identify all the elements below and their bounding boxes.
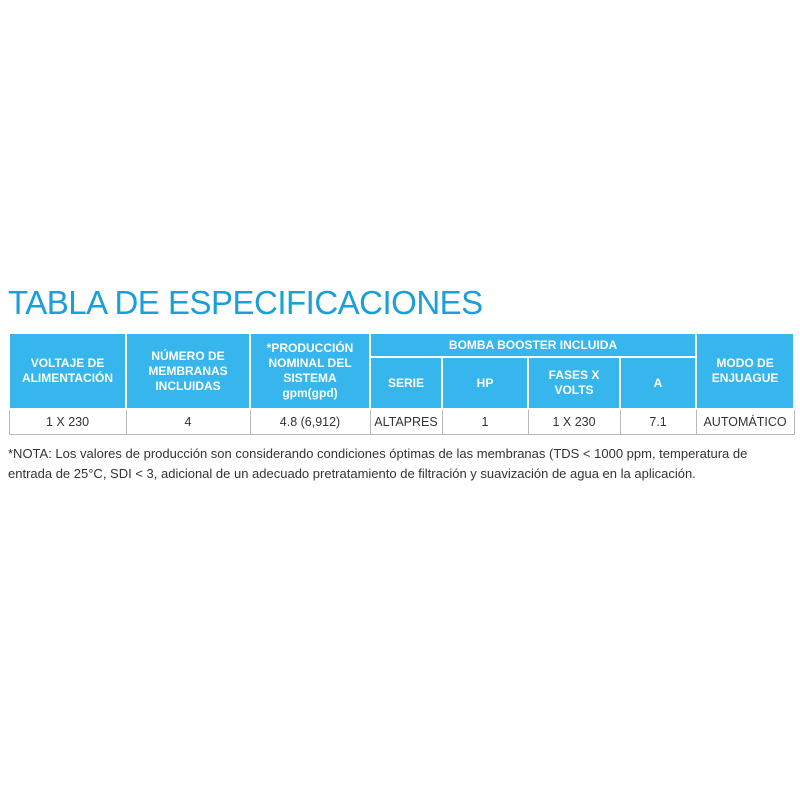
- header-serie: SERIE: [370, 357, 442, 409]
- cell-fases: 1 X 230: [528, 409, 620, 435]
- header-membranas: NÚMERO DE MEMBRANAS INCLUIDAS: [126, 333, 250, 409]
- cell-membranas: 4: [126, 409, 250, 435]
- header-bomba-group: BOMBA BOOSTER INCLUIDA: [370, 333, 696, 357]
- cell-produccion: 4.8 (6,912): [250, 409, 370, 435]
- footnote: *NOTA: Los valores de producción son considerando condiciones óptimas de las membranas (TDS < 1000 ppm, temperatura de entrada de 25°C, SDI < 3, adicional de un adecuado pretratamiento de filtración y suavización de agua en la aplicación.: [8, 446, 748, 481]
- cell-serie: ALTAPRES: [370, 409, 442, 435]
- header-fases: FASES X VOLTS: [528, 357, 620, 409]
- specifications-table: [8, 332, 795, 435]
- header-voltaje: VOLTAJE DE ALIMENTACIÓN: [9, 333, 126, 409]
- cell-amperes: 7.1: [620, 409, 696, 435]
- header-produccion-label: *PRODUCCIÓN NOMINAL DEL SISTEMA: [266, 341, 354, 385]
- header-produccion-units: gpm(gpd): [282, 386, 338, 400]
- cell-modo: AUTOMÁTICO: [696, 409, 794, 435]
- header-produccion: [250, 333, 370, 409]
- cell-hp: 1: [442, 409, 528, 435]
- header-amperes: A: [620, 357, 696, 409]
- header-hp: HP: [442, 357, 528, 409]
- cell-voltaje: 1 X 230: [9, 409, 126, 435]
- table-row: [9, 409, 794, 435]
- page-title: TABLA DE ESPECIFICACIONES: [8, 284, 483, 321]
- header-modo: MODO DE ENJUAGUE: [696, 333, 794, 409]
